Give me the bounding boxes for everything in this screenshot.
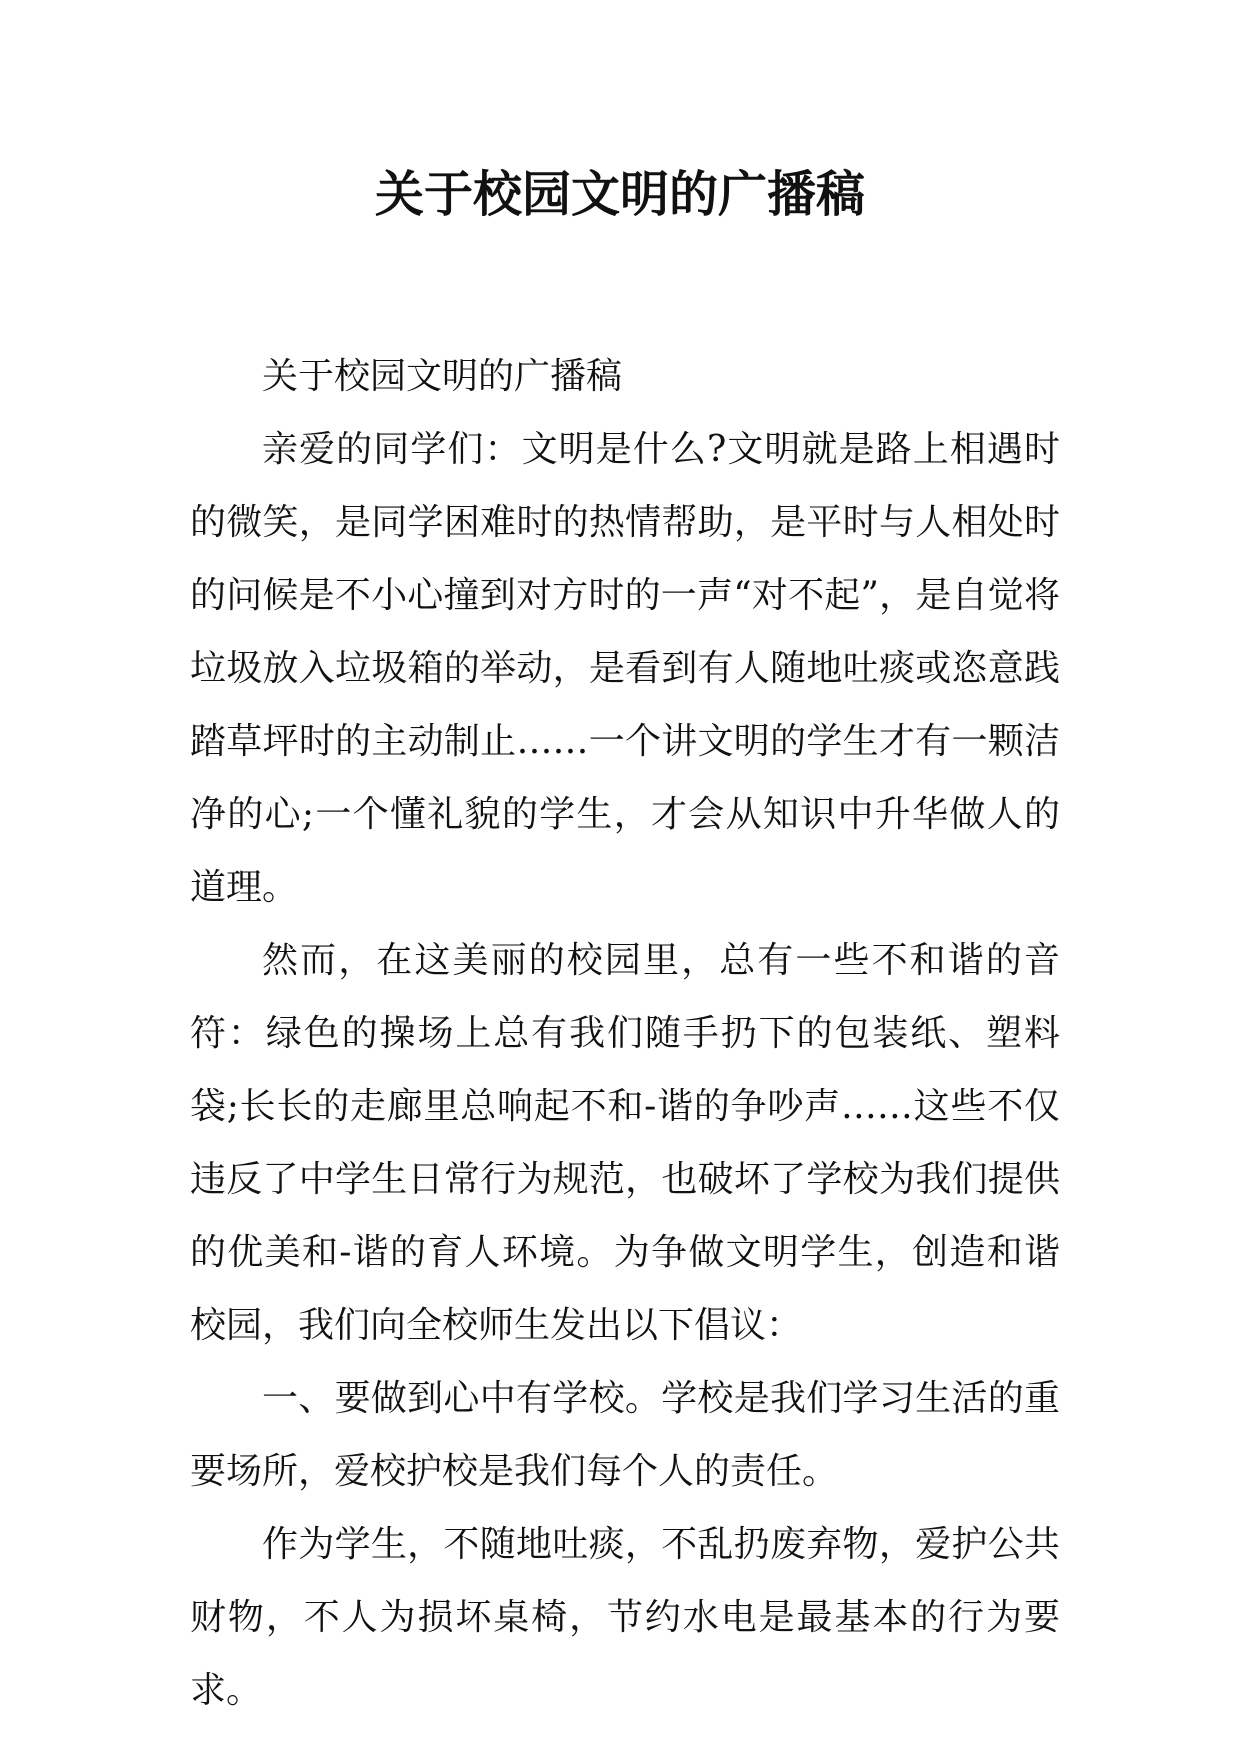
document-body — [190, 340, 1060, 1727]
paragraph-disharmony: 然而，在这美丽的校园里，总有一些不和谐的音符：绿色的操场上总有我们随手扔下的包装纸、塑料袋;长长的走廊里总响起不和-谐的争吵声……这些不仅违反了中学生日常行为规范，也破坏了学校为我们提供的优美和-谐的育人环境。为争做文明学生，创造和谐校园，我们向全校师生发出以下倡议： — [190, 940, 1060, 1346]
paragraph-student-conduct: 作为学生，不随地吐痰，不乱扔废弃物，爱护公共财物，不人为损坏桌椅，节约水电是最基本的行为要求。 — [190, 1524, 1060, 1711]
paragraph-subtitle: 关于校园文明的广播稿 — [262, 356, 623, 397]
document-title: 关于校园文明的广播稿 — [374, 166, 865, 223]
paragraph-proposal-one: 一、要做到心中有学校。学校是我们学习生活的重要场所，爱校护校是我们每个人的责任。 — [190, 1378, 1060, 1492]
paragraph-what-is-civility: 亲爱的同学们：文明是什么?文明就是路上相遇时的微笑，是同学困难时的热情帮助，是平时与人相处时的问候是不小心撞到对方时的一声“对不起”，是自觉将垃圾放入垃圾箱的举动，是看到有人随地吐痰或恣意践踏草坪时的主动制止……一个讲文明的学生才有一颗洁净的心;一个懂礼貌的学生，才会从知识中升华做人的道理。 — [190, 429, 1060, 908]
